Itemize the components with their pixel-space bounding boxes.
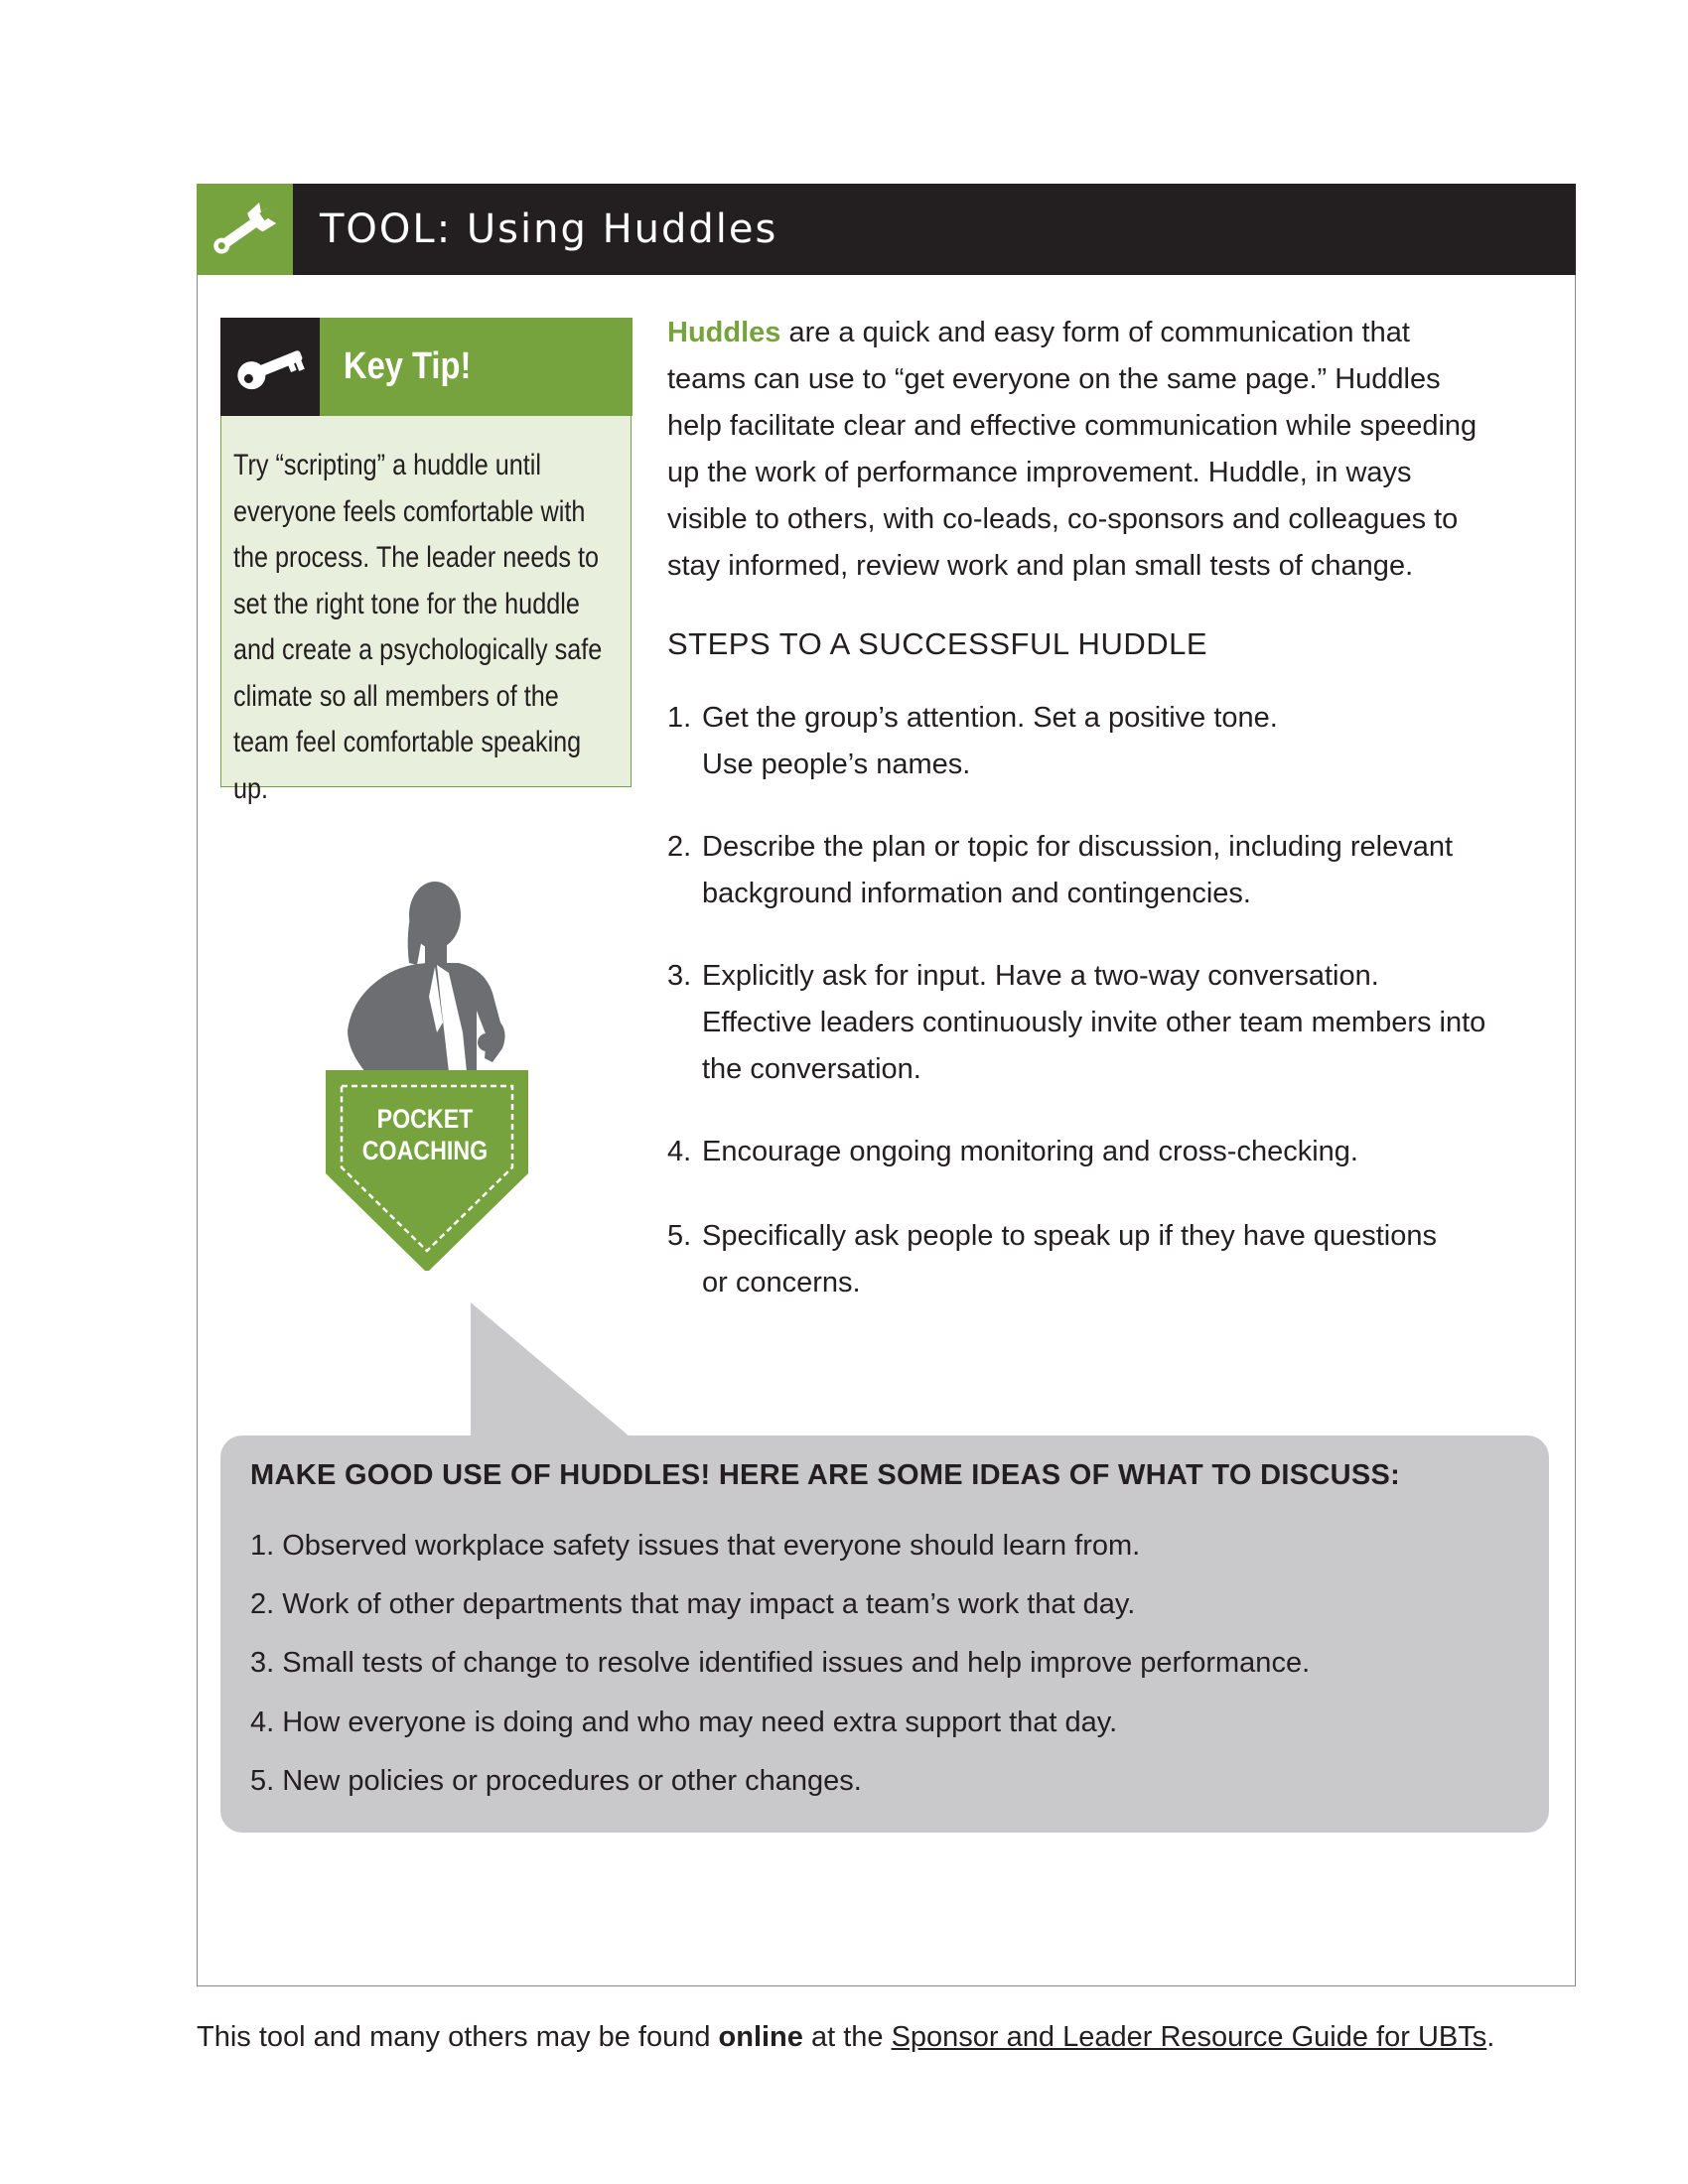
step-line: Specifically ask people to speak up if they have questions <box>702 1220 1437 1252</box>
intro-line-rest: are a quick and easy form of communication that <box>780 317 1410 348</box>
step-line: Describe the plan or topic for discussion, including relevant <box>702 831 1454 863</box>
idea-item: 2. Work of other departments that may impact a team’s work that day. <box>250 1588 1136 1620</box>
header-icon-box <box>197 184 293 275</box>
step-line: background information and contingencies. <box>702 878 1251 909</box>
ideas-callout <box>220 1435 1549 1833</box>
key-tip-line: the process. The leader needs to <box>233 541 599 574</box>
key-icon-box <box>220 318 320 416</box>
step-item <box>667 1129 1541 1175</box>
tool-header <box>197 184 1576 275</box>
step-line: Encourage ongoing monitoring and cross-checking. <box>702 1136 1358 1167</box>
intro-line: teams can use to “get everyone on the same page.” Huddles <box>667 363 1441 395</box>
key-tip-title: Key Tip! <box>344 345 472 387</box>
footer-prefix: This tool and many others may be found <box>197 2021 719 2053</box>
key-tip-line: everyone feels comfortable with <box>233 494 586 528</box>
step-item <box>667 824 1541 917</box>
step-line: Explicitly ask for input. Have a two-way conversation. <box>702 960 1379 992</box>
step-number: 3. <box>667 960 692 992</box>
pocket-coaching-label <box>343 1103 508 1166</box>
key-tip-header <box>220 318 633 416</box>
pocket-coaching-line: POCKET <box>376 1104 474 1134</box>
ideas-title: MAKE GOOD USE OF HUDDLES! HERE ARE SOME IDEAS OF WHAT TO DISCUSS: <box>250 1459 1401 1491</box>
step-item <box>667 1213 1541 1306</box>
step-line: or concerns. <box>702 1267 861 1298</box>
footer-bold: online <box>718 2021 803 2053</box>
huddles-highlight: Huddles <box>667 317 781 348</box>
key-tip-text <box>233 443 609 812</box>
resource-guide-link[interactable]: Sponsor and Leader Resource Guide for UBTs <box>891 2021 1487 2053</box>
intro-line: visible to others, with co-leads, co-sponsors and colleagues to <box>667 503 1459 535</box>
intro-line: stay informed, review work and plan small tests of change. <box>667 550 1414 582</box>
idea-item: 3. Small tests of change to resolve identified issues and help improve performance. <box>250 1647 1311 1679</box>
idea-item: 1. Observed workplace safety issues that everyone should learn from. <box>250 1530 1141 1562</box>
step-number: 1. <box>667 702 692 734</box>
footer-note <box>197 2015 1494 2059</box>
step-number: 2. <box>667 831 692 863</box>
step-line: the conversation. <box>702 1053 921 1085</box>
step-item <box>667 695 1541 788</box>
step-item <box>667 953 1541 1093</box>
step-number: 5. <box>667 1220 692 1252</box>
pocket-coaching-illustration <box>318 874 536 1271</box>
idea-item: 5. New policies or procedures or other changes. <box>250 1765 862 1797</box>
key-tip-line: Try “scripting” a huddle until <box>233 449 541 481</box>
intro-line: help facilitate clear and effective communication while speeding <box>667 410 1477 442</box>
key-tip-line: team feel comfortable speaking up. <box>233 726 582 805</box>
pocket-coaching-line: COACHING <box>361 1136 489 1165</box>
wrench-icon <box>207 196 284 263</box>
intro-line: up the work of performance improvement. Huddle, in ways <box>667 457 1412 488</box>
step-number: 4. <box>667 1136 692 1167</box>
footer-suffix: . <box>1486 2021 1495 2053</box>
step-line: Effective leaders continuously invite other team members into <box>702 1007 1486 1038</box>
idea-item: 4. How everyone is doing and who may need extra support that day. <box>250 1706 1118 1738</box>
intro-paragraph <box>667 310 1531 590</box>
step-line: Use people’s names. <box>702 749 971 780</box>
page-title: TOOL: Using Huddles <box>320 206 778 252</box>
key-tip-box <box>220 318 632 805</box>
key-tip-line: set the right tone for the huddle <box>233 587 580 620</box>
callout-tail <box>469 1302 637 1441</box>
intro-line <box>667 310 1531 356</box>
step-line: Get the group’s attention. Set a positive tone. <box>702 702 1278 734</box>
key-icon <box>233 338 309 393</box>
key-tip-line: climate so all members of the <box>233 679 559 713</box>
key-tip-line: and create a psychologically safe <box>233 633 603 666</box>
footer-middle: at the <box>802 2021 892 2053</box>
steps-heading: STEPS TO A SUCCESSFUL HUDDLE <box>667 626 1208 661</box>
